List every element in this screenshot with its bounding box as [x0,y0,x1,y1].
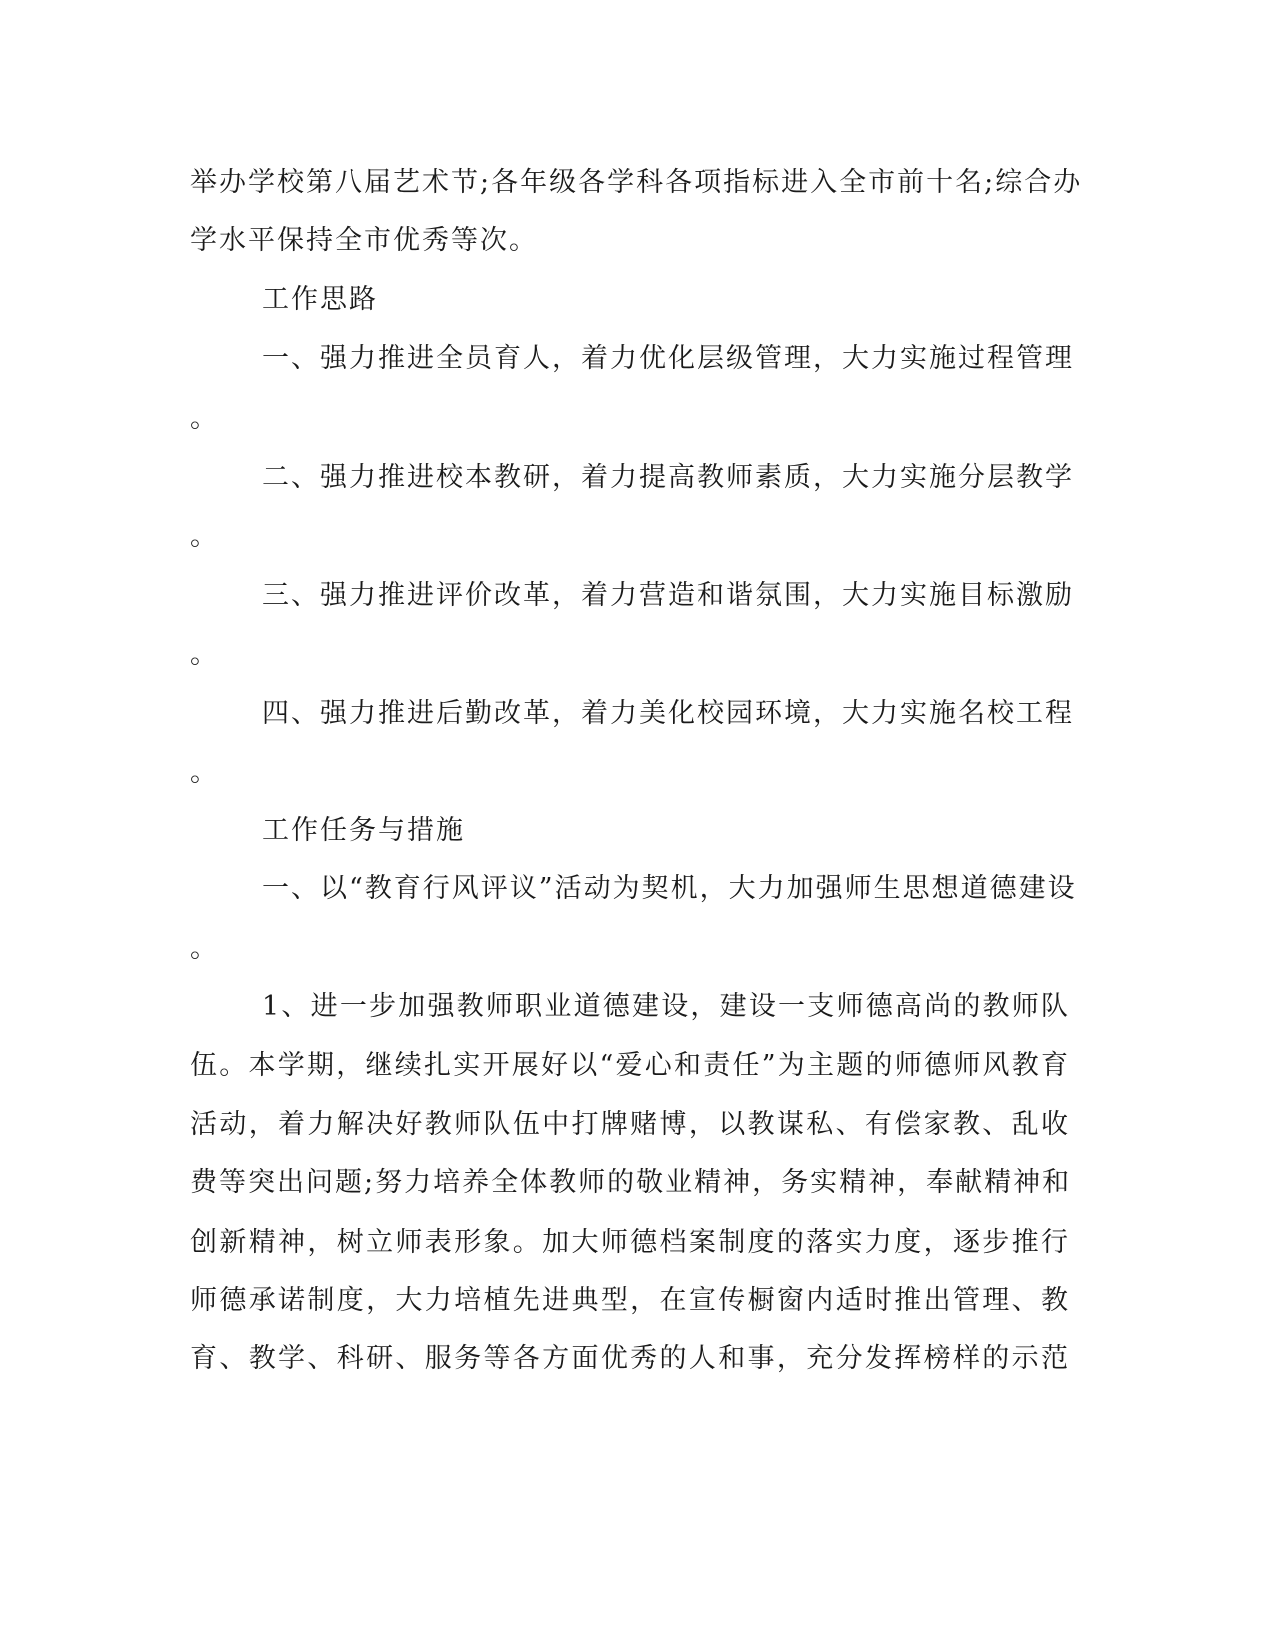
section-heading: 工作思路 [262,284,378,315]
paragraph-line: 费等突出问题;努力培养全体教师的敬业精神，务实精神，奉献精神和 [190,1167,1072,1198]
paragraph-line: 。 [190,521,219,552]
paragraph-line: 1、进一步加强教师职业道德建设，建设一支师德高尚的教师队 [262,991,1070,1022]
paragraph-line: 四、强力推进后勤改革，着力美化校园环境，大力实施名校工程 [262,698,1074,729]
paragraph-line: 。 [190,403,219,434]
paragraph-line: 学水平保持全市优秀等次。 [190,225,538,256]
paragraph-line: 一、强力推进全员育人，着力优化层级管理，大力实施过程管理 [262,343,1074,374]
paragraph-line: 师德承诺制度，大力培植先进典型，在宣传橱窗内适时推出管理、教 [190,1285,1070,1316]
section-heading: 工作任务与措施 [262,815,465,846]
paragraph-line: 。 [190,639,219,670]
paragraph-line: 伍。本学期，继续扎实开展好以“爱心和责任”为主题的师德师风教育 [190,1050,1070,1081]
paragraph-line: 活动，着力解决好教师队伍中打牌赌博，以教谋私、有偿家教、乱收 [190,1109,1070,1140]
paragraph-line: 二、强力推进校本教研，着力提高教师素质，大力实施分层教学 [262,462,1074,493]
paragraph-line: 育、教学、科研、服务等各方面优秀的人和事，充分发挥榜样的示范 [190,1343,1070,1374]
paragraph-line: 举办学校第八届艺术节;各年级各学科各项指标进入全市前十名;综合办 [190,167,1083,198]
paragraph-line: 。 [190,757,219,788]
paragraph-line: 三、强力推进评价改革，着力营造和谐氛围，大力实施目标激励 [262,580,1074,611]
paragraph-line: 创新精神，树立师表形象。加大师德档案制度的落实力度，逐步推行 [190,1227,1070,1258]
paragraph-line: 。 [190,933,219,964]
paragraph-line: 一、以“教育行风评议”活动为契机，大力加强师生思想道德建设 [262,873,1077,904]
